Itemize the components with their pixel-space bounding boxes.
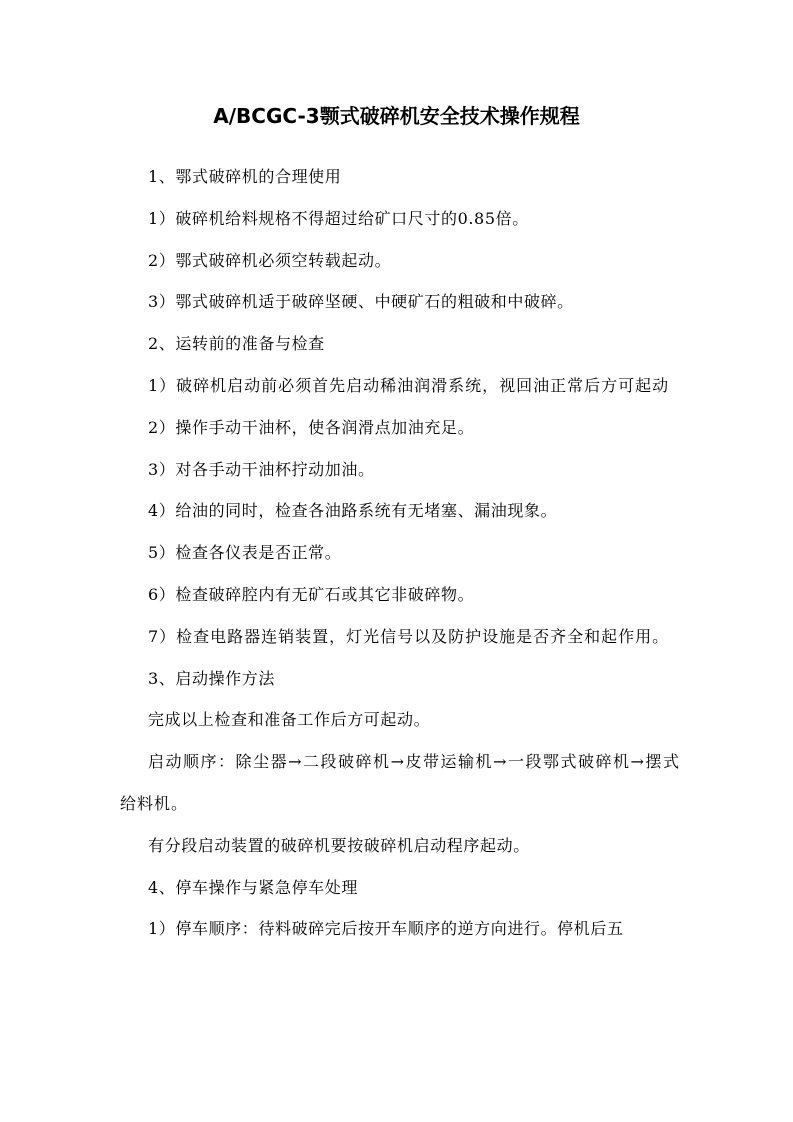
paragraph: 5）检查各仪表是否正常。 bbox=[148, 543, 342, 563]
document-title: A/BCGC-3颚式破碎机安全技术操作规程 bbox=[213, 104, 580, 128]
section-heading-2: 2、运转前的准备与检查 bbox=[148, 334, 325, 354]
paragraph: 1）停车顺序：待料破碎完后按开车顺序的逆方向进行。停机后五 bbox=[148, 919, 624, 939]
paragraph: 1）破碎机给料规格不得超过给矿口尺寸的0.85倍。 bbox=[148, 208, 529, 228]
paragraph: 2）操作手动干油杯，使各润滑点加油充足。 bbox=[148, 417, 475, 437]
section-heading-3: 3、启动操作方法 bbox=[148, 668, 275, 688]
paragraph: 2）鄂式破碎机必须空转载起动。 bbox=[148, 250, 392, 270]
paragraph: 1）破碎机启动前必须首先启动稀油润滑系统，视回油正常后方可起动 bbox=[148, 375, 670, 395]
paragraph: 7）检查电路器连销装置，灯光信号以及防护设施是否齐全和起作用。 bbox=[148, 626, 670, 646]
paragraph: 6）检查破碎腔内有无矿石或其它非破碎物。 bbox=[148, 584, 475, 604]
section-heading-1: 1、鄂式破碎机的合理使用 bbox=[148, 167, 342, 186]
paragraph: 3）对各手动干油杯拧动加油。 bbox=[148, 459, 375, 479]
section-heading-4: 4、停车操作与紧急停车处理 bbox=[148, 877, 358, 897]
paragraph: 3）鄂式破碎机适于破碎坚硬、中硬矿石的粗破和中破碎。 bbox=[148, 292, 574, 312]
document-body bbox=[120, 156, 680, 950]
paragraph: 有分段启动装置的破碎机要按破碎机启动程序起动。 bbox=[148, 835, 530, 855]
paragraph: 完成以上检查和准备工作后方可起动。 bbox=[148, 710, 431, 730]
paragraph: 启动顺序：除尘器→二段破碎机→皮带运输机→一段鄂式破碎机→摆式给料机。 bbox=[120, 752, 680, 813]
paragraph: 4）给油的同时，检查各油路系统有无堵塞、漏油现象。 bbox=[148, 501, 558, 521]
